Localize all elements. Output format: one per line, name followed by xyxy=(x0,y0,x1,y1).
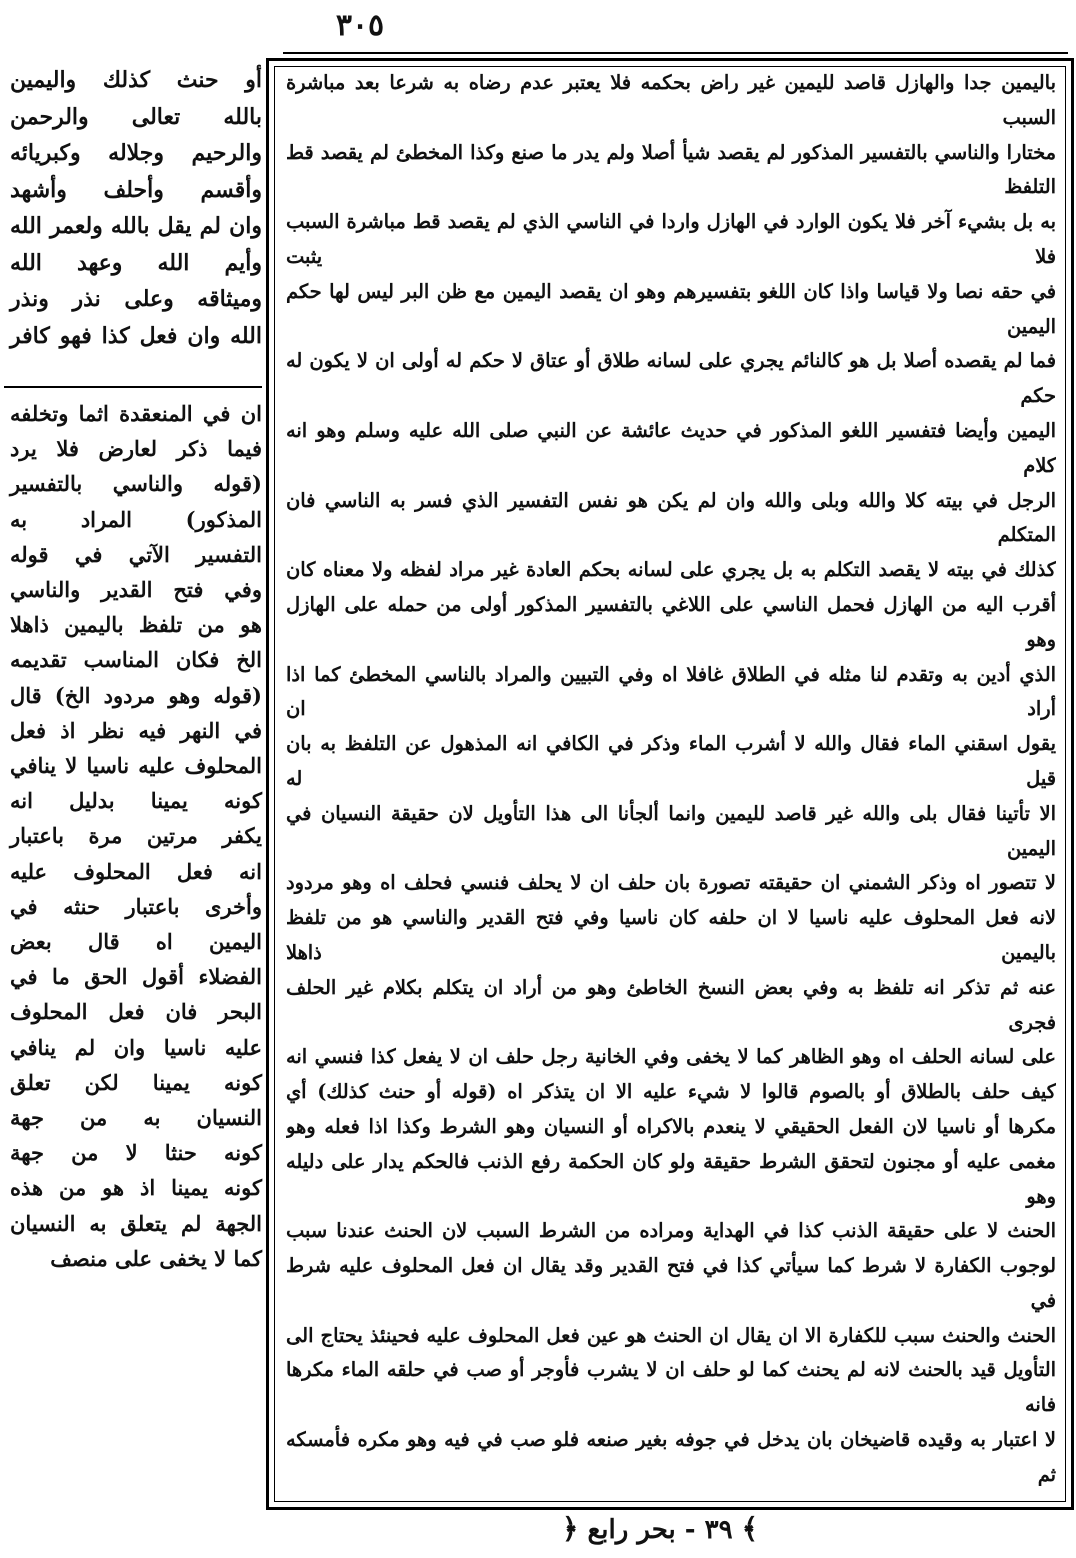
main-text-line: الرجل في بيته كلا والله وبلى والله وان لم يكن هو نفس التفسير الذي فسر به الناسي فان المتكلم xyxy=(286,488,1056,547)
main-text-line: اليمين وأيضا فتفسير اللغو المذكور في حديث عائشة عن النبي صلى الله عليه وسلم وهو انه كلام xyxy=(286,418,1056,477)
main-text-line: كذلك في بيته لا يقصد التكلم به بل يجري على لسانه بحكم العادة غير مراد لفظه ولا معناه كان xyxy=(286,558,1056,582)
main-text-line: لا اعتبار به وقيده قاضيخان بان يدخل في جوفه بغير صنعه فلو صب في فيه وهو مكره فأمسكه ثم xyxy=(286,1428,1056,1486)
side-commentary-line: وفي فتح القدير والناسي xyxy=(10,577,262,603)
main-text-line: الحنث والحنث سبب للكفارة الا ان يقال ان الحنث هو عين فعل المحلوف عليه فحينئذ يحتاج الى xyxy=(286,1323,1056,1347)
main-text-line: في حقه نصا ولا قياسا واذا كان اللغو بتفسيرهم وهو ان يقصد اليمين مع ظن البر ليس لها حكم اليمين xyxy=(286,279,1056,338)
footer-right-brace: ﴾ xyxy=(741,1512,759,1545)
side-matn-line: بالله تعالى والرحمن xyxy=(10,103,262,130)
top-rule xyxy=(283,52,1068,54)
main-text-line: على لسانه الحلف اه وهو الظاهر كما لا يخفى وفي الخانية رجل حلف ان لا يفعل كذا فنسي انه xyxy=(286,1045,1056,1069)
page-number: ٣٠٥ xyxy=(335,8,385,43)
side-commentary-line: كونه يمينا بدليل انه xyxy=(10,788,262,814)
main-text-line: باليمين جدا والهازل قاصد لليمين غير راض بحكمه فلا يعتبر عدم رضاه به شرعا بعد مباشرة السبب xyxy=(286,71,1056,129)
main-text-line: مغمى عليه أو مجنون لتحقق الشرط حقيقة ولو كان الحكمة رفع الذنب فالحكم يدار على دليله وهو xyxy=(286,1149,1056,1208)
main-text-line: مختارا والناسي بالتفسير المذكور لم يقصد شيأ أصلا ولم يدر ما صنع وكذا المخطئ لم يقصد قط التلفظ xyxy=(286,140,1056,199)
main-text-line: عنه ثم تذكر انه تلفظ به وفي بعض النسخ الخاطئ وهو من أراد ان يتكلم بكلام غير الحلف فجرى xyxy=(286,975,1056,1034)
side-commentary-line: التفسير الآتي في قوله xyxy=(10,541,262,567)
main-text-block xyxy=(286,66,1056,1496)
main-text-line: الحنث لا على حقيقة الذنب كذا في الهداية ومراده من الشرط السبب لان الحنث عندنا سبب xyxy=(286,1219,1056,1243)
side-matn-text xyxy=(10,62,262,354)
side-commentary-line: الفضلاء أقول الحق ما في xyxy=(10,964,262,990)
side-commentary-line: كما لا يخفى على منصف xyxy=(50,1245,262,1271)
side-matn-line: وأيم الله وعهد الله xyxy=(10,249,262,276)
side-commentary-line: عليه ناسيا وان لم ينافي xyxy=(10,1034,262,1060)
side-commentary-line: الخ فكان المناسب تقديمه xyxy=(10,647,262,673)
footer-signature xyxy=(540,1512,780,1546)
main-text-line: لانه فعل المحلوف عليه ناسيا لا ان حلفه كان ناسيا وفي فتح القدير والناسي هو من تلفظ باليمين ذاهلا xyxy=(286,906,1056,964)
side-matn-line: والرحيم وجلاله وكبريائه xyxy=(10,140,262,166)
side-commentary-line: كونه حنثا لا من جهة xyxy=(10,1140,262,1166)
side-commentary-line: اليمين اه قال بعض xyxy=(10,929,262,955)
side-commentary-line: البحر فان فعل المحلوف xyxy=(10,999,262,1025)
side-divider xyxy=(4,386,262,388)
side-commentary-line: وأخرى باعتبار حنثه في xyxy=(10,893,262,919)
side-commentary-line: انه فعل المحلوف عليه xyxy=(10,858,262,884)
main-text-line: أقرب اليه من الهازل فحمل الناسي على اللاغي بالتفسير المذكور أولى من حمله على الهازل وهو xyxy=(286,592,1056,651)
side-commentary-line: كونه يمينا اذ هو من هذه xyxy=(10,1175,262,1201)
side-commentary-line: (قوله والناسي بالتفسير xyxy=(10,471,262,497)
side-commentary-line: النسيان به من جهة xyxy=(10,1105,262,1131)
side-commentary-line: في النهر فيه نظر اذ فعل xyxy=(10,717,262,743)
side-matn-line: الله وان فعل كذا فهو كافر xyxy=(10,322,262,349)
main-text-line: فما لم يقصده أصلا بل هو كالنائم يجري على لسانه طلاق أو عتاق لا حكم له أولى ان لا يكون له حكم xyxy=(286,349,1056,408)
side-commentary-text xyxy=(10,396,262,1276)
main-text-line: الذي أدين به وتقدم لنا مثله في الطلاق غافلا اه وفي التبيين والمراد بالناسي المخطئ كما اذا أراد ان xyxy=(286,662,1056,721)
main-text-line: الا تأتينا فقال بلى والله غير قاصد لليمين وانما ألجأنا الى هذا التأويل لان حقيقة النسيان في اليمين xyxy=(286,801,1056,860)
side-matn-line: وميثاقه وعلى نذر ونذر xyxy=(10,286,262,312)
side-commentary-line: كونه يمينا لكن تعلق xyxy=(10,1069,262,1095)
main-text-line: به بل بشيء آخر فلا يكون الوارد في الهازل واردا في الناسي الذي لم يقصد قط مباشرة السبب فلا يثبت xyxy=(286,210,1056,268)
side-commentary-line: فيما ذكر لعارض فلا يرد xyxy=(10,436,262,462)
main-text-line: لوجوب الكفارة لا شرط كما سيأتي كذا في فتح القدير وقد يقال ان فعل المحلوف عليه شرط في xyxy=(286,1254,1056,1312)
side-commentary-line: (قوله وهو مردود الخ) قال xyxy=(10,682,262,708)
main-text-line: مكرها أو ناسيا لان الفعل الحقيقي لا ينعدم بالاكراه أو النسيان وهو الشرط وكذا اذا فعله وهو xyxy=(286,1114,1056,1138)
main-text-line: التأويل قيد بالحنث لانه لم يحنث كما لو حلف ان لا يشرب فأوجر أو صب في حلقه الماء مكرها فانه xyxy=(286,1358,1056,1417)
side-matn-line: وان لم يقل بالله ولعمر الله xyxy=(10,213,262,239)
main-text-line: يقول اسقني الماء فقال والله لا أشرب الماء وذكر في الكافي انه المذهول عن التلفظ به بان قيل له xyxy=(286,732,1056,790)
side-commentary-line: المذكور) المراد به xyxy=(10,506,262,532)
side-commentary-line: هو من تلفظ باليمين ذاهلا xyxy=(10,612,262,638)
main-text-line xyxy=(286,1493,1056,1496)
footer-left-brace: ﴿ xyxy=(561,1512,579,1545)
side-column xyxy=(4,58,262,1558)
footer-text: ٣٩ - بحر رابع xyxy=(587,1515,733,1545)
side-matn-line: أو حنث كذلك واليمين xyxy=(10,67,262,93)
main-text-line: كيف حلف بالطلاق أو بالصوم قالوا لا شيء عليه الا ان يتذكر اه (قوله أو حنث كذلك) أي xyxy=(286,1080,1056,1104)
side-commentary-line: المحلوف عليه ناسيا لا ينافي xyxy=(10,753,262,779)
side-commentary-line: ان في المنعقدة اثما وتخلفه xyxy=(10,401,262,426)
side-commentary-line: يكفر مرتين مرة باعتبار xyxy=(10,823,262,849)
main-text-line: لا تتصور اه وذكر الشمني ان حقيقته تصورة بان حلف ان لا يحلف فنسي فحلف اه وهو مردود xyxy=(286,871,1056,895)
side-matn-line: وأقسم وأحلف وأشهد xyxy=(10,176,262,203)
side-commentary-line: الجهة لم يتعلق به النسيان xyxy=(10,1210,262,1236)
